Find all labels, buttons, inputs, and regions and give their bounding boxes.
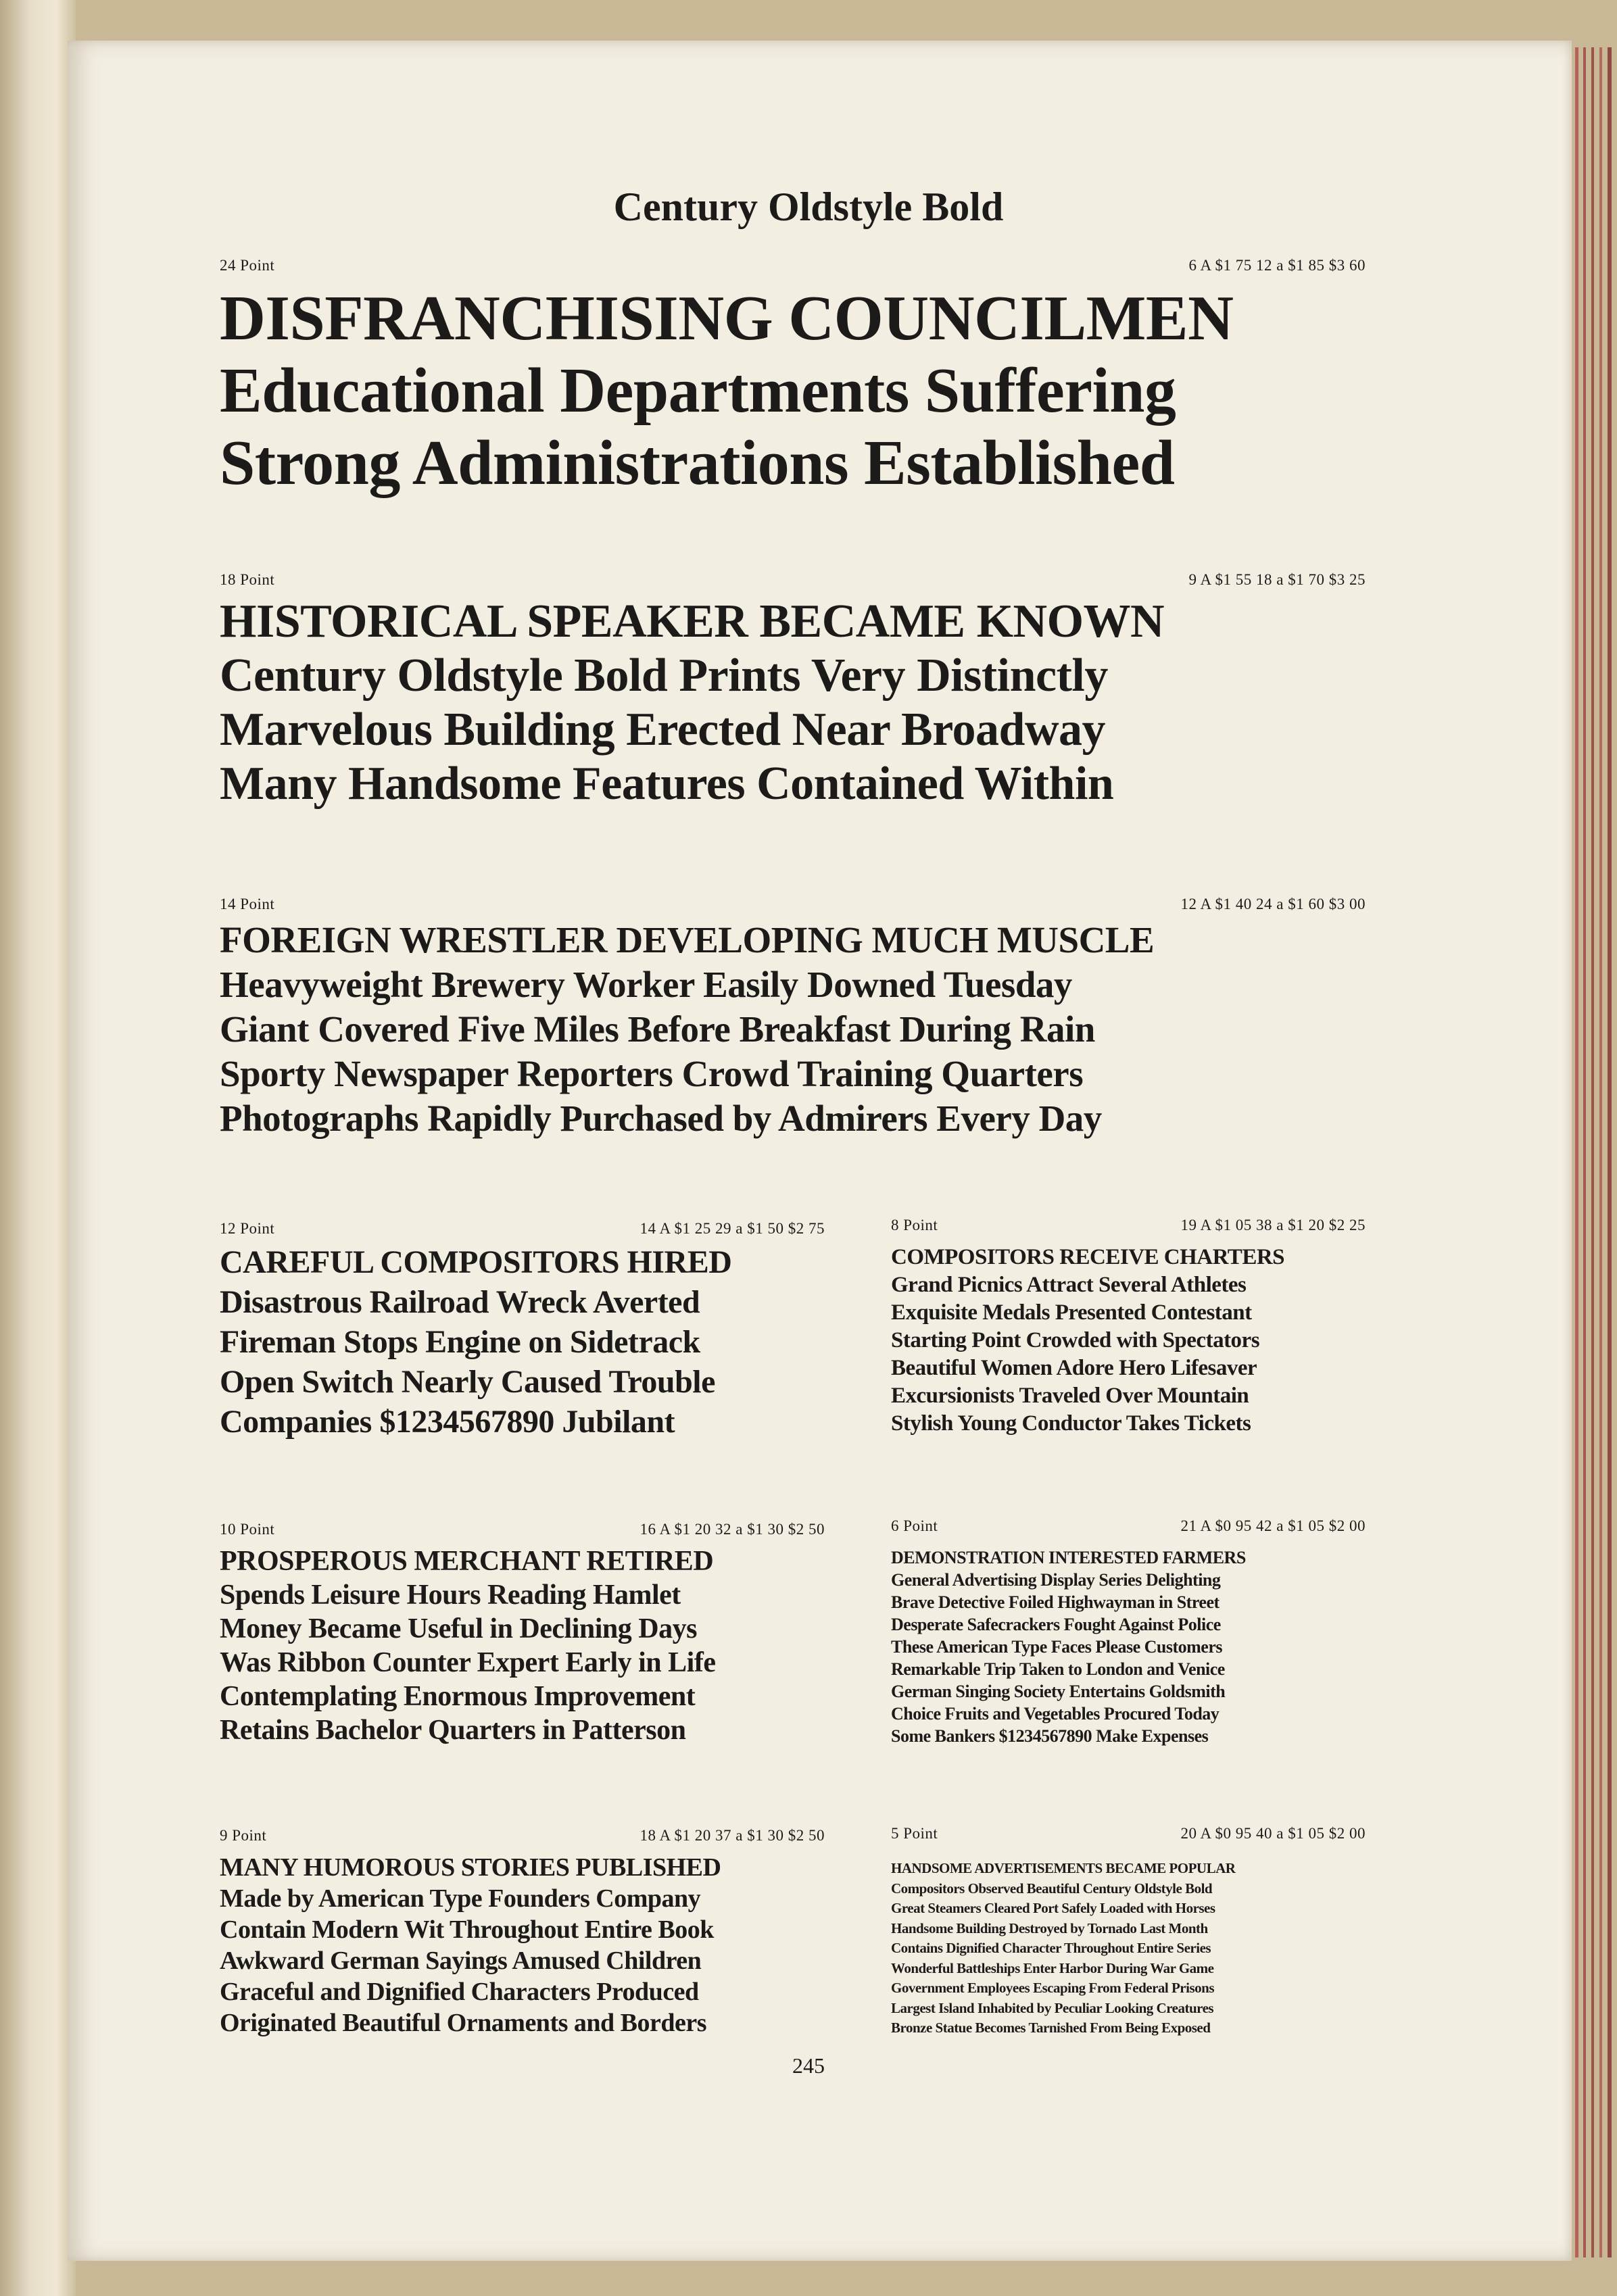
size-label: 14 Point <box>220 896 275 912</box>
size-label: 8 Point <box>891 1217 938 1234</box>
specimen-line: Was Ribbon Counter Expert Early in Life <box>220 1647 716 1678</box>
specimen-line: Heavyweight Brewery Worker Easily Downed Tuesday <box>220 964 1072 1005</box>
specimen-line: Giant Covered Five Miles Before Breakfast During Rain <box>220 1008 1095 1050</box>
specimen-lines <box>220 918 1362 1141</box>
specimen-line: HANDSOME ADVERTISEMENTS BECAME POPULAR <box>891 1860 1236 1876</box>
specimen-line: These American Type Faces Please Customers <box>891 1637 1222 1657</box>
price-label: 21 A $0 95 42 a $1 05 $2 00 <box>1180 1517 1366 1534</box>
specimen-line: Wonderful Battleships Enter Harbor During War Game <box>891 1959 1214 1976</box>
facing-page-edge <box>0 0 76 2296</box>
size-label: 18 Point <box>220 571 275 588</box>
price-label: 12 A $1 40 24 a $1 60 $3 00 <box>1180 896 1366 912</box>
size-label: 24 Point <box>220 257 275 274</box>
specimen-line: German Singing Society Entertains Goldsmith <box>891 1682 1226 1701</box>
specimen-lines <box>891 1244 1364 1438</box>
price-label: 20 A $0 95 40 a $1 05 $2 00 <box>1180 1825 1366 1842</box>
specimen-line: Excursionists Traveled Over Mountain <box>891 1384 1249 1408</box>
specimen-line: Graceful and Dignified Characters Produced <box>220 1978 699 2006</box>
price-label: 16 A $1 20 32 a $1 30 $2 50 <box>639 1521 825 1538</box>
specimen-line: Brave Detective Foiled Highwayman in Street <box>891 1592 1220 1612</box>
specimen-line: Great Steamers Cleared Port Safely Loaded with Horses <box>891 1900 1215 1916</box>
specimen-lines <box>220 1544 825 1747</box>
specimen-line: Desperate Safecrackers Fought Against Police <box>891 1615 1221 1634</box>
specimen-line: Bronze Statue Becomes Tarnished From Being Exposed <box>891 2020 1211 2036</box>
specimen-line: MANY HUMOROUS STORIES PUBLISHED <box>220 1853 721 1882</box>
specimen-line: Remarkable Trip Taken to London and Venice <box>891 1659 1225 1679</box>
price-label: 6 A $1 75 12 a $1 85 $3 60 <box>1188 257 1366 274</box>
price-label: 14 A $1 25 29 a $1 50 $2 75 <box>639 1220 825 1237</box>
specimen-line: Photographs Rapidly Purchased by Admirers Every Day <box>220 1098 1102 1139</box>
specimen-line: Sporty Newspaper Reporters Crowd Training Quarters <box>220 1053 1084 1094</box>
size-label: 5 Point <box>891 1825 938 1842</box>
specimen-line: Made by American Type Founders Company <box>220 1884 701 1913</box>
page-edge-stripe <box>1583 47 1586 2257</box>
size-label: 6 Point <box>891 1517 938 1534</box>
specimen-line: Originated Beautiful Ornaments and Borders <box>220 2009 707 2037</box>
specimen-line: Contemplating Enormous Improvement <box>220 1681 696 1712</box>
size-label: 12 Point <box>220 1220 275 1237</box>
specimen-line: Stylish Young Conductor Takes Tickets <box>891 1411 1251 1436</box>
size-label: 9 Point <box>220 1827 267 1844</box>
specimen-line: HISTORICAL SPEAKER BECAME KNOWN <box>220 595 1165 648</box>
specimen-lines <box>891 1546 1364 1747</box>
specimen-line: CAREFUL COMPOSITORS HIRED <box>220 1244 732 1280</box>
size-label: 10 Point <box>220 1521 275 1538</box>
specimen-line: Some Bankers $1234567890 Make Expenses <box>891 1726 1209 1746</box>
specimen-line: Starting Point Crowded with Spectators <box>891 1328 1260 1352</box>
specimen-line: Money Became Useful in Declining Days <box>220 1613 697 1644</box>
specimen-line: Beautiful Women Adore Hero Lifesaver <box>891 1356 1257 1380</box>
page-title: Century Oldstyle Bold <box>613 185 1004 229</box>
specimen-line: DISFRANCHISING COUNCILMEN <box>220 283 1234 353</box>
specimen-line: Marvelous Building Erected Near Broadway <box>220 704 1105 756</box>
price-label: 9 A $1 55 18 a $1 70 $3 25 <box>1188 571 1366 588</box>
specimen-lines <box>220 1242 825 1442</box>
page-edge-stripe <box>1575 47 1578 2257</box>
specimen-lines <box>220 1852 825 2038</box>
specimen-line: DEMONSTRATION INTERESTED FARMERS <box>891 1548 1246 1567</box>
specimen-line: Handsome Building Destroyed by Tornado Last Month <box>891 1920 1208 1936</box>
specimen-lines <box>220 595 1362 811</box>
specimen-lines <box>220 283 1362 499</box>
price-label: 18 A $1 20 37 a $1 30 $2 50 <box>639 1827 825 1844</box>
specimen-line: Government Employees Escaping From Federal Prisons <box>891 1980 1214 1996</box>
specimen-line: Largest Island Inhabited by Peculiar Looking Creatures <box>891 1999 1214 2016</box>
specimen-line: Fireman Stops Engine on Sidetrack <box>220 1324 700 1360</box>
page-edge-stripe <box>1599 47 1602 2257</box>
specimen-line: Awkward German Sayings Amused Children <box>220 1947 702 1975</box>
specimen-line: Disastrous Railroad Wreck Averted <box>220 1284 700 1320</box>
specimen-line: Grand Picnics Attract Several Athletes <box>891 1273 1247 1297</box>
page-edge-stripe <box>1608 47 1612 2257</box>
specimen-line: Open Switch Nearly Caused Trouble <box>220 1364 715 1400</box>
specimen-line: General Advertising Display Series Delighting <box>891 1570 1221 1590</box>
specimen-line: COMPOSITORS RECEIVE CHARTERS <box>891 1245 1285 1269</box>
specimen-line: Strong Administrations Established <box>220 428 1175 498</box>
page-edge-stripe <box>1591 47 1594 2257</box>
specimen-lines <box>891 1859 1364 2038</box>
specimen-line: Companies $1234567890 Jubilant <box>220 1404 675 1440</box>
specimen-line: PROSPEROUS MERCHANT RETIRED <box>220 1546 714 1577</box>
specimen-line: FOREIGN WRESTLER DEVELOPING MUCH MUSCLE <box>220 919 1155 960</box>
specimen-line: Exquisite Medals Presented Contestant <box>891 1300 1252 1325</box>
price-label: 19 A $1 05 38 a $1 20 $2 25 <box>1180 1217 1366 1234</box>
specimen-line: Many Handsome Features Contained Within <box>220 758 1114 810</box>
specimen-line: Educational Departments Suffering <box>220 356 1176 426</box>
specimen-line: Spends Leisure Hours Reading Hamlet <box>220 1580 681 1611</box>
specimen-line: Century Oldstyle Bold Prints Very Distinctly <box>220 650 1108 702</box>
specimen-line: Contain Modern Wit Throughout Entire Book <box>220 1915 714 1944</box>
specimen-line: Contains Dignified Character Throughout Entire Series <box>891 1940 1211 1956</box>
page-number: 245 <box>792 2053 825 2078</box>
specimen-line: Retains Bachelor Quarters in Patterson <box>220 1715 686 1746</box>
specimen-line: Compositors Observed Beautiful Century Oldstyle Bold <box>891 1880 1213 1897</box>
specimen-line: Choice Fruits and Vegetables Procured Today <box>891 1704 1220 1724</box>
